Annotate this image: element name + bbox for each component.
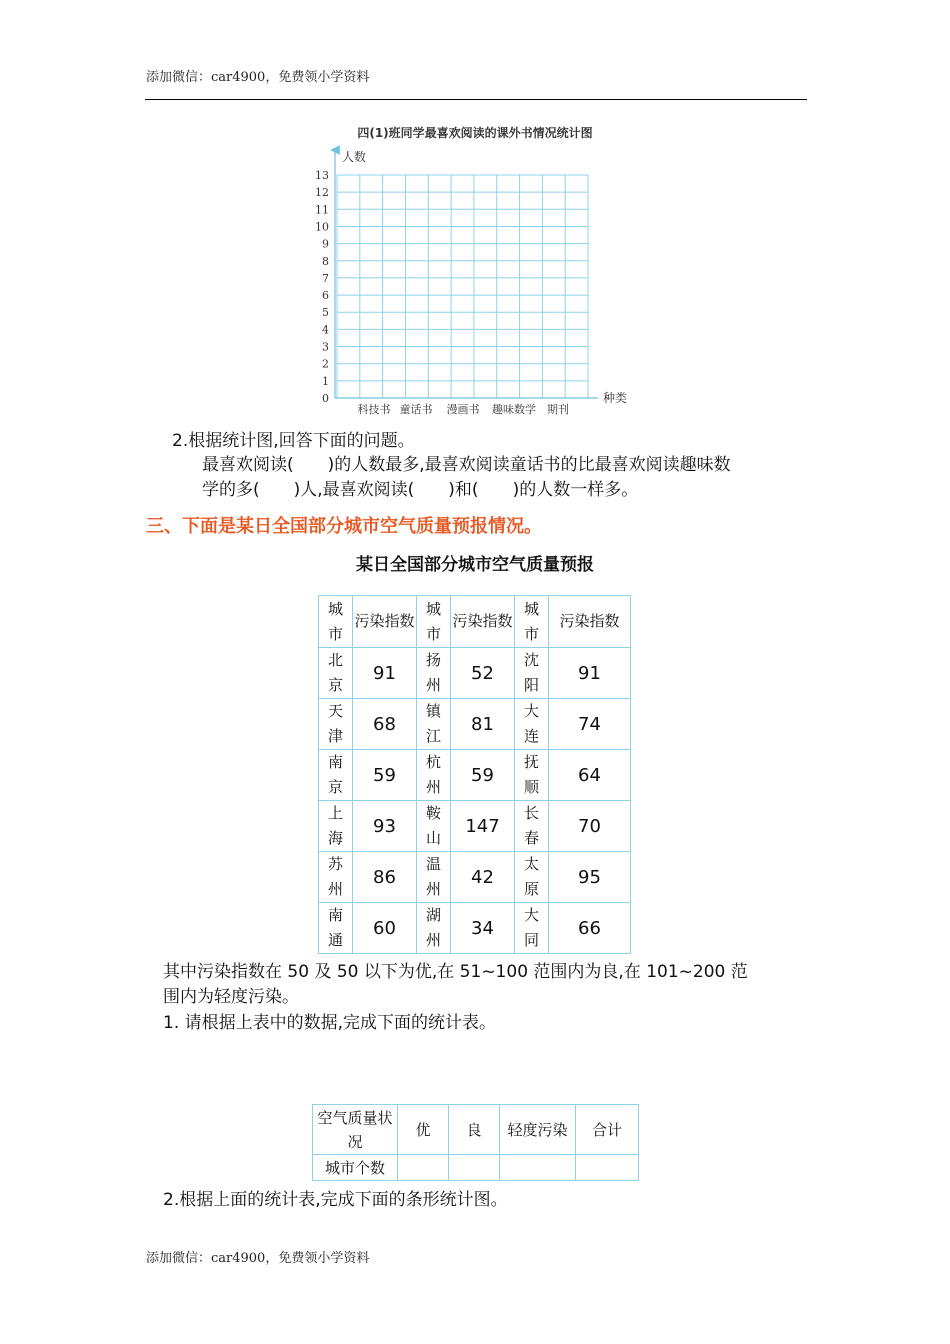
summary-col-total: 合计 (576, 1105, 639, 1155)
y-tick-label: 12 (315, 186, 329, 200)
y-tick-label: 2 (322, 357, 329, 371)
index-cell: 60 (353, 903, 417, 954)
x-axis-label: 种类 (603, 391, 628, 405)
city-cell: 大同 (515, 903, 549, 954)
index-cell: 95 (549, 852, 631, 903)
city-cell: 鞍山 (417, 801, 451, 852)
summary-header-label: 空气质量状况 (313, 1105, 398, 1155)
header-rule (145, 99, 807, 100)
city-cell: 长春 (515, 801, 549, 852)
header-city-2: 城市 (417, 596, 451, 648)
x-category-label: 科技书 (357, 403, 391, 416)
header-index-1: 污染指数 (353, 596, 417, 648)
summary-row-label: 城市个数 (313, 1155, 398, 1181)
chart-title: 四(1)班同学最喜欢阅读的课外书情况统计图 (357, 126, 593, 140)
index-cell: 42 (451, 852, 515, 903)
section3-heading: 三、下面是某日全国部分城市空气质量预报情况。 (146, 516, 542, 537)
note-line1: 其中污染指数在 50 及 50 以下为优,在 51~100 范围内为良,在 101~200 范 (163, 962, 748, 982)
city-cell: 抚顺 (515, 750, 549, 801)
section3-q2: 2.根据上面的统计表,完成下面的条形统计图。 (163, 1190, 508, 1210)
air-quality-table (318, 595, 631, 954)
air-quality-table-title: 某日全国部分城市空气质量预报 (356, 555, 594, 575)
y-tick-label: 8 (322, 254, 329, 268)
x-category-label: 童话书 (399, 403, 433, 416)
index-cell: 74 (549, 699, 631, 750)
note-line2: 围内为轻度污染。 (163, 987, 299, 1007)
summary-header-row (313, 1105, 639, 1155)
city-cell: 南京 (319, 750, 353, 801)
index-cell: 68 (353, 699, 417, 750)
city-cell: 湖州 (417, 903, 451, 954)
y-tick-label: 13 (315, 169, 329, 182)
index-cell: 91 (549, 648, 631, 699)
index-cell: 66 (549, 903, 631, 954)
q2-title: 2.根据统计图,回答下面的问题。 (172, 431, 415, 451)
index-cell: 52 (451, 648, 515, 699)
y-tick-label: 4 (322, 323, 329, 337)
y-tick-label: 0 (322, 392, 329, 405)
summary-cell-light-pollution[interactable] (500, 1155, 576, 1181)
summary-table (312, 1104, 639, 1181)
city-cell: 温州 (417, 852, 451, 903)
header-index-3: 污染指数 (549, 596, 631, 648)
table-row (319, 903, 631, 954)
y-axis-label: 人数 (342, 150, 367, 164)
index-cell: 70 (549, 801, 631, 852)
y-tick-label: 5 (322, 306, 329, 320)
index-cell: 81 (451, 699, 515, 750)
y-tick-label: 10 (315, 220, 329, 234)
section3-q1: 1. 请根据上表中的数据,完成下面的统计表。 (163, 1013, 497, 1033)
city-cell: 上海 (319, 801, 353, 852)
city-cell: 镇江 (417, 699, 451, 750)
summary-cell-excellent[interactable] (398, 1155, 449, 1181)
index-cell: 34 (451, 903, 515, 954)
index-cell: 64 (549, 750, 631, 801)
header-index-2: 污染指数 (451, 596, 515, 648)
y-tick-label: 6 (322, 289, 329, 303)
y-tick-label: 7 (322, 271, 329, 285)
index-cell: 59 (451, 750, 515, 801)
bar-chart-grid (300, 140, 660, 425)
y-tick-label: 1 (322, 374, 329, 388)
index-cell: 86 (353, 852, 417, 903)
table-row (319, 750, 631, 801)
footer-note: 添加微信：car4900，免费领小学资料 (146, 1251, 370, 1266)
y-tick-label: 3 (322, 340, 329, 354)
city-cell: 北京 (319, 648, 353, 699)
header-city-1: 城市 (319, 596, 353, 648)
summary-col-excellent: 优 (398, 1105, 449, 1155)
city-cell: 苏州 (319, 852, 353, 903)
summary-count-row (313, 1155, 639, 1181)
table-row (319, 852, 631, 903)
city-cell: 大连 (515, 699, 549, 750)
summary-col-good: 良 (449, 1105, 500, 1155)
city-cell: 南通 (319, 903, 353, 954)
summary-col-light-pollution: 轻度污染 (500, 1105, 576, 1155)
city-cell: 沈阳 (515, 648, 549, 699)
index-cell: 91 (353, 648, 417, 699)
table-row (319, 648, 631, 699)
table-header-row (319, 596, 631, 648)
q2-line2: 学的多( )人,最喜欢阅读( )和( )的人数一样多。 (202, 480, 639, 500)
x-category-label: 趣味数学 (492, 403, 536, 416)
summary-cell-total[interactable] (576, 1155, 639, 1181)
y-tick-label: 11 (315, 203, 329, 217)
summary-cell-good[interactable] (449, 1155, 500, 1181)
city-cell: 天津 (319, 699, 353, 750)
city-cell: 扬州 (417, 648, 451, 699)
index-cell: 93 (353, 801, 417, 852)
header-note: 添加微信：car4900，免费领小学资料 (146, 70, 370, 85)
index-cell: 59 (353, 750, 417, 801)
city-cell: 太原 (515, 852, 549, 903)
table-row (319, 699, 631, 750)
x-category-label: 期刊 (547, 403, 569, 416)
header-city-3: 城市 (515, 596, 549, 648)
table-row (319, 801, 631, 852)
y-tick-label: 9 (322, 237, 329, 251)
city-cell: 杭州 (417, 750, 451, 801)
index-cell: 147 (451, 801, 515, 852)
x-category-label: 漫画书 (446, 403, 480, 416)
q2-line1: 最喜欢阅读( )的人数最多,最喜欢阅读童话书的比最喜欢阅读趣味数 (202, 455, 731, 475)
